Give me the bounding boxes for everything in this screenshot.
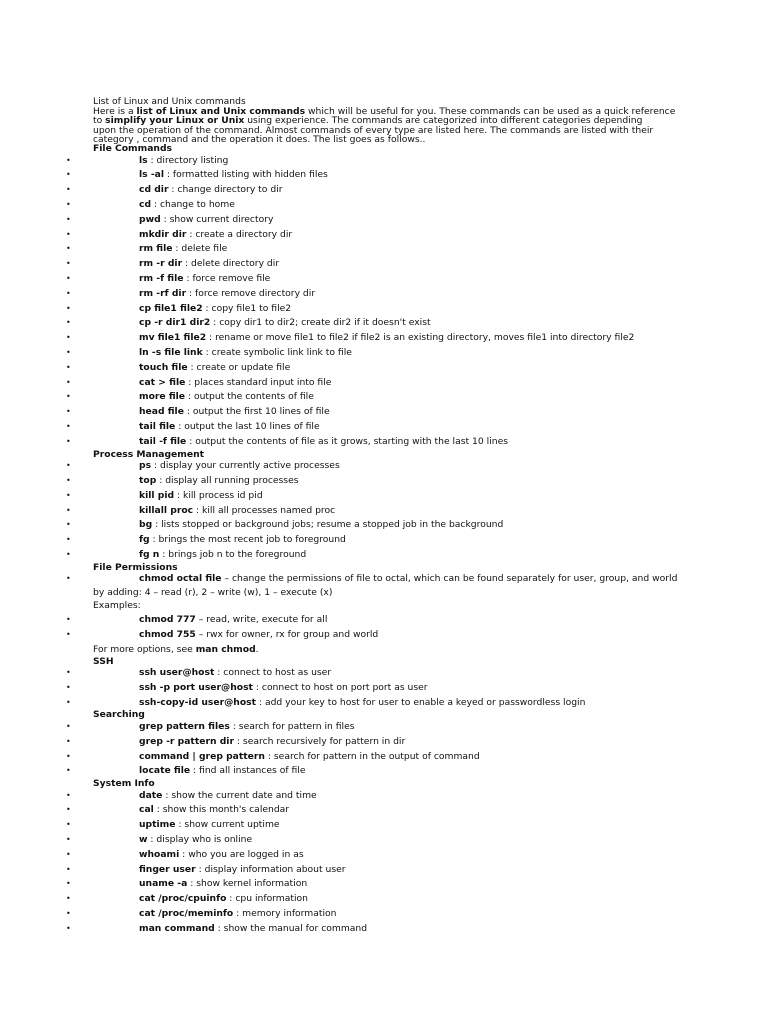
command-name: cal (139, 804, 154, 816)
bullet-icon: • (66, 214, 71, 224)
list-item (0, 489, 768, 504)
command-description: : display all running processes (156, 474, 299, 486)
bullet-icon: • (66, 879, 71, 889)
list-item-text (139, 696, 585, 711)
command-description: : places standard input into file (185, 376, 332, 388)
list-item-text (139, 666, 331, 681)
list-item (0, 720, 768, 735)
command-name: date (139, 789, 163, 801)
command-name: kill pid (139, 489, 175, 501)
command-name: ln -s file link (139, 347, 203, 359)
list-item-text (139, 750, 480, 765)
list-item-text (139, 376, 331, 391)
note-text: For more options, see (93, 643, 196, 655)
intro-bold: simplify your Linux or Unix (105, 115, 245, 127)
list-item-text (139, 257, 279, 272)
more-options-note (0, 643, 768, 657)
list-item-text (139, 361, 290, 376)
list-item-text (139, 331, 634, 346)
command-description: : cpu information (226, 893, 308, 905)
command-name: mv file1 file2 (139, 332, 207, 344)
bullet-icon: • (66, 303, 71, 313)
command-name: pwd (139, 213, 161, 225)
command-name: ssh-copy-id user@host (139, 696, 257, 708)
list-item-text (139, 390, 314, 405)
list-item (0, 681, 768, 696)
bullet-icon: • (66, 155, 71, 165)
intro-text: using experience. The commands are categorized into different categories depending (244, 115, 643, 127)
list-item (0, 764, 768, 779)
list-item-text (139, 720, 355, 735)
list-item-text (139, 435, 508, 450)
bullet-icon: • (66, 333, 71, 343)
bullet-icon: • (66, 549, 71, 559)
bullet-icon: • (66, 629, 71, 639)
command-name: locate file (139, 765, 191, 777)
command-description: : brings job n to the foreground (159, 548, 307, 560)
command-description: : lists stopped or background jobs; resume a stopped job in the background (152, 519, 504, 531)
chmod-wrap-line: by adding: 4 – read (r), 2 – write (w), 1 – execute (x) (93, 587, 333, 598)
file-commands-list (0, 154, 768, 450)
bullet-icon: • (66, 894, 71, 904)
command-name: uptime (139, 819, 176, 831)
command-name: grep -r pattern dir (139, 735, 234, 747)
bullet-icon: • (66, 721, 71, 731)
section-heading-file-commands: File Commands (93, 143, 172, 155)
list-item (0, 331, 768, 346)
bullet-icon: • (66, 864, 71, 874)
list-item (0, 907, 768, 922)
command-description: : force remove directory dir (186, 287, 316, 299)
list-item-text (139, 287, 315, 302)
bullet-icon: • (66, 805, 71, 815)
command-name: rm -f file (139, 273, 184, 285)
command-description: – read, write, execute for all (195, 614, 328, 625)
list-item-text (139, 877, 307, 892)
list-item-text (139, 548, 306, 563)
bullet-icon: • (66, 436, 71, 446)
command-description: : delete directory dir (182, 258, 280, 270)
intro-text: which will be useful for you. These commands can be used as a quick reference (305, 106, 676, 117)
bullet-icon: • (66, 274, 71, 284)
bullet-icon: • (66, 520, 71, 530)
command-description: – change the permissions of file to octal, which can be found separately for user, group, and world (221, 573, 678, 585)
command-name: chmod 777 (139, 614, 196, 625)
command-name: ssh user@host (139, 667, 215, 679)
command-name: bg (139, 519, 153, 531)
command-description: : display information about user (195, 863, 346, 875)
command-name: head file (139, 406, 184, 418)
command-description: : show kernel information (187, 878, 308, 890)
command-name: chmod 755 (139, 628, 196, 640)
bullet-icon: • (66, 923, 71, 933)
intro-text: Here is a (93, 106, 137, 117)
command-description: : display who is online (147, 834, 253, 846)
command-description: : show the manual for command (214, 922, 368, 934)
command-description: : copy file1 to file2 (202, 302, 292, 314)
list-item (0, 474, 768, 489)
list-item (0, 818, 768, 833)
command-name: chmod octal file (139, 573, 222, 585)
list-item (0, 420, 768, 435)
command-description: : show this month's calendar (153, 804, 290, 816)
list-item-text (139, 302, 291, 317)
command-description: : show current directory (160, 213, 274, 225)
intro-bold: list of Linux and Unix commands (136, 106, 306, 117)
list-item-text (139, 863, 346, 878)
list-item (0, 346, 768, 361)
bullet-icon: • (66, 505, 71, 515)
list-item (0, 504, 768, 519)
document-page (0, 97, 768, 937)
list-item (0, 316, 768, 331)
note-text: . (255, 643, 259, 655)
bullet-icon: • (66, 909, 71, 919)
command-description: : copy dir1 to dir2; create dir2 if it doesn't exist (210, 317, 431, 329)
bullet-icon: • (66, 200, 71, 210)
command-name: cp -r dir1 dir2 (139, 317, 211, 329)
list-item-text (139, 764, 305, 779)
list-item (0, 750, 768, 765)
list-item-text (139, 154, 228, 169)
command-name: cd dir (139, 184, 169, 196)
bullet-icon: • (66, 835, 71, 845)
command-description: : who you are logged in as (179, 848, 304, 860)
list-item-text (139, 572, 677, 587)
command-name: rm -r dir (139, 258, 183, 270)
bullet-icon: • (66, 362, 71, 372)
bullet-icon: • (66, 820, 71, 830)
command-description: : delete file (172, 243, 228, 255)
list-item (0, 435, 768, 450)
command-description: : kill process id pid (174, 489, 263, 501)
command-name: uname -a (139, 878, 188, 890)
command-description: : show the current date and time (162, 789, 317, 801)
list-item-text (139, 533, 346, 548)
bullet-icon: • (66, 461, 71, 471)
list-item-text (139, 489, 263, 504)
command-description: : output the contents of file as it grows, starting with the last 10 lines (186, 435, 509, 447)
command-name: cd (139, 199, 152, 211)
bullet-icon: • (66, 259, 71, 269)
command-description: : change directory to dir (168, 184, 283, 196)
command-description: : add your key to host for user to enable a keyed or passwordless login (256, 696, 586, 708)
command-name: man command (139, 922, 215, 934)
list-item (0, 242, 768, 257)
bullet-icon: • (66, 348, 71, 358)
command-description: : search for pattern in files (229, 720, 355, 732)
command-name: grep pattern files (139, 720, 230, 732)
command-description: : create a directory dir (186, 228, 293, 240)
list-item-text (139, 474, 299, 489)
list-item (0, 376, 768, 391)
command-description: : create or update file (187, 361, 291, 373)
list-item (0, 459, 768, 474)
list-item-text (139, 272, 270, 287)
list-item (0, 228, 768, 243)
bullet-icon: • (66, 377, 71, 387)
command-name: finger user (139, 863, 196, 875)
bullet-icon: • (66, 849, 71, 859)
command-name: mkdir dir (139, 228, 187, 240)
bullet-icon: • (66, 407, 71, 417)
list-item (0, 154, 768, 169)
list-item-text (139, 242, 227, 257)
bullet-icon: • (66, 490, 71, 500)
list-item (0, 518, 768, 533)
list-item-text (139, 198, 235, 213)
list-item (0, 548, 768, 563)
list-item (0, 213, 768, 228)
list-item-text (139, 628, 378, 643)
list-item (0, 198, 768, 213)
ssh-list (0, 666, 768, 710)
list-item (0, 696, 768, 711)
command-description: : display your currently active processes (151, 460, 340, 472)
list-item-text (139, 922, 367, 937)
list-item-text (139, 907, 336, 922)
command-name: rm file (139, 243, 173, 255)
list-item (0, 361, 768, 376)
command-name: cp file1 file2 (139, 302, 203, 314)
list-item (0, 735, 768, 750)
command-description: : brings the most recent job to foreground (149, 534, 346, 546)
bullet-icon: • (66, 736, 71, 746)
list-item-text (139, 459, 340, 474)
list-item-text (139, 681, 428, 696)
command-name: fg n (139, 548, 160, 560)
bullet-icon: • (66, 697, 71, 707)
searching-list (0, 720, 768, 779)
list-item-text (139, 789, 317, 804)
bullet-icon: • (66, 422, 71, 432)
command-name: cat > file (139, 376, 186, 388)
bullet-icon: • (66, 185, 71, 195)
list-item-text (139, 613, 327, 628)
list-item-text (139, 228, 292, 243)
bullet-icon: • (66, 229, 71, 239)
bullet-icon: • (66, 682, 71, 692)
section-heading-searching: Searching (93, 709, 145, 721)
bullet-icon: • (66, 535, 71, 545)
bullet-icon: • (66, 475, 71, 485)
command-description: : search for pattern in the output of command (264, 750, 480, 762)
intro-text: to (93, 115, 106, 127)
intro-line-3: upon the operation of the command. Almost commands of every type are listed here. The commands are listed with their (93, 124, 654, 136)
list-item (0, 533, 768, 548)
list-item-text (139, 803, 289, 818)
list-item-text (139, 518, 503, 533)
list-item-text (139, 183, 282, 198)
section-heading-process-management: Process Management (93, 448, 205, 460)
section-heading-system-info: System Info (93, 778, 155, 790)
bullet-icon: • (66, 615, 71, 624)
command-description: – rwx for owner, rx for group and world (195, 628, 379, 640)
command-name: top (139, 474, 157, 486)
command-description: : search recursively for pattern in dir (233, 735, 406, 747)
list-item-text (139, 346, 352, 361)
list-item-text (139, 735, 405, 750)
list-item (0, 572, 768, 587)
section-heading-file-permissions: File Permissions (93, 561, 178, 573)
command-description: : output the last 10 lines of file (175, 421, 320, 433)
bullet-icon: • (66, 288, 71, 298)
document-title: List of Linux and Unix commands (93, 96, 246, 107)
command-description: : memory information (233, 908, 337, 920)
command-name: whoami (139, 848, 180, 860)
command-description: : output the contents of file (185, 391, 314, 403)
command-description: : show current uptime (175, 819, 280, 831)
command-name: cat /proc/meminfo (139, 908, 234, 920)
command-name: ls (139, 154, 148, 166)
list-item-text (139, 892, 308, 907)
command-description: : connect to host on port port as user (252, 681, 428, 693)
list-item-text (139, 848, 304, 863)
bullet-icon: • (66, 790, 71, 800)
list-item (0, 257, 768, 272)
section-heading-ssh: SSH (93, 655, 114, 667)
bullet-icon: • (66, 392, 71, 402)
list-item (0, 390, 768, 405)
command-description: : change to home (151, 199, 235, 211)
list-item-text (139, 213, 273, 228)
intro-line-4: category , command and the operation it does. The list goes as follows.. (93, 133, 426, 145)
command-name: fg (139, 534, 150, 546)
list-item-text (139, 833, 252, 848)
list-item (0, 892, 768, 907)
list-item (0, 287, 768, 302)
command-name: w (139, 834, 148, 846)
command-name: ssh -p port user@host (139, 681, 253, 693)
note-bold: man chmod (195, 643, 256, 655)
list-item-text (139, 818, 280, 833)
command-description: : create symbolic link link to file (202, 347, 352, 359)
command-description: : directory listing (147, 154, 229, 166)
list-item (0, 803, 768, 818)
bullet-icon: • (66, 170, 71, 180)
command-description: : output the first 10 lines of file (183, 406, 330, 418)
command-name: tail file (139, 421, 176, 433)
process-management-list (0, 459, 768, 563)
list-item-text (139, 405, 330, 420)
bullet-icon: • (66, 751, 71, 761)
list-item (0, 272, 768, 287)
command-name: ps (139, 460, 152, 472)
bullet-icon: • (66, 244, 71, 254)
command-name: more file (139, 391, 186, 403)
list-item (0, 628, 768, 643)
list-item (0, 848, 768, 863)
command-name: touch file (139, 361, 188, 373)
list-item-text (139, 504, 335, 519)
bullet-icon: • (66, 766, 71, 776)
chmod-examples-list (0, 613, 768, 643)
list-item (0, 877, 768, 892)
list-item-text (139, 420, 320, 435)
command-description: : force remove file (183, 273, 271, 285)
command-description: : kill all processes named proc (193, 504, 336, 516)
system-info-list (0, 789, 768, 937)
list-item (0, 922, 768, 937)
bullet-icon: • (66, 668, 71, 678)
list-item (0, 863, 768, 878)
command-name: command | grep pattern (139, 750, 265, 762)
list-item (0, 613, 768, 628)
examples-label: Examples: (93, 600, 141, 611)
command-name: ls -al (139, 169, 164, 181)
command-description: : connect to host as user (214, 667, 332, 679)
list-item (0, 789, 768, 804)
list-item (0, 833, 768, 848)
list-item-text (139, 168, 328, 183)
list-item (0, 183, 768, 198)
list-item (0, 666, 768, 681)
bullet-icon: • (66, 318, 71, 328)
command-name: killall proc (139, 504, 194, 516)
list-item (0, 405, 768, 420)
command-description: : formatted listing with hidden files (163, 169, 328, 181)
command-name: rm -rf dir (139, 287, 187, 299)
command-name: tail -f file (139, 435, 187, 447)
command-name: cat /proc/cpuinfo (139, 893, 227, 905)
command-description: : find all instances of file (190, 765, 306, 777)
list-item-text (139, 316, 431, 331)
list-item (0, 302, 768, 317)
list-item (0, 168, 768, 183)
command-description: : rename or move file1 to file2 if file2 is an existing directory, moves file1 into directory file2 (206, 332, 635, 344)
bullet-icon: • (66, 574, 71, 584)
